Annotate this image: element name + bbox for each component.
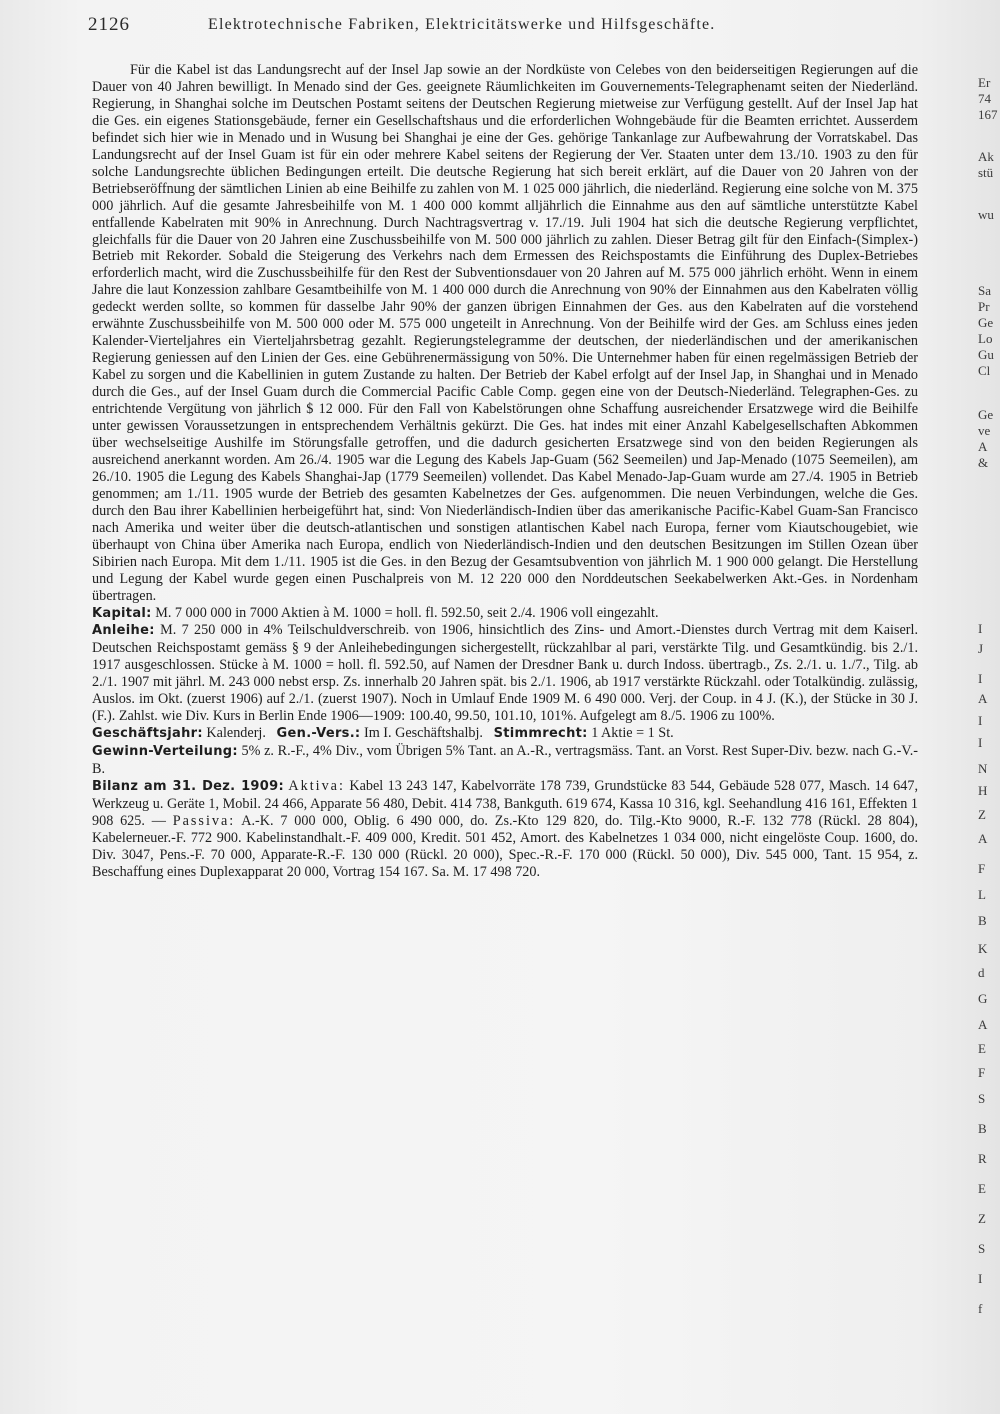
bilanz-section: Bilanz am 31. Dez. 1909: Aktiva: Kabel 13 243 147, Kabelvorräte 178 739, Grundstücke 83 544, Gebäude 528 077, Masch. 14 647, Werkzeug u. Geräte 1, Mobil. 24 466, Apparate 56 480, Debit. 414 738, Bankguth. 619 674, Kassa 10 316, kgl. Seehandlung 416 161, Effekten 1 908 625. — Passiva: A.-K. 7 000 000, Oblig. 6 490 000, do. Zs.-Kto 129 820, do. Tilg.-Kto 9000, R.-F. 132 778 (Rückl. 28 804), Kabelerneuer.-F. 772 900. Kabelinstandhalt.-F. 409 000, Kredit. 501 452, Amort. des Kabelnetzes 1 034 000, nicht eingelöste Coup. 1600, do. Div. 3047, Pens.-F. 70 000, Apparate-R.-F. 130 000 (Rückl. 20 000), Spec.-R.-F. 170 000 (Rückl. 50 000), Div. 545 000, Tant. 15 954, z. Beschaffung eines Duplexapparat 20 000, Vortrag 154 167. Sa. M. 17 498 720.	[92, 778, 919, 880]
gewinn-text: 5% z. R.-F., 4% Div., vom Übrigen 5% Tant. an A.-R., vertragsmäss. Tant. an Vorst. Rest Super-Div. bezw. nach G.-V.-B.	[92, 743, 919, 778]
margin-fragment: I	[978, 671, 983, 686]
margin-fragment: A	[978, 691, 988, 706]
margin-fragment: Gu	[978, 347, 994, 362]
gewinn-section	[92, 743, 918, 778]
margin-fragment: L	[978, 887, 986, 902]
text-column	[92, 62, 918, 881]
margin-fragment: S	[978, 1091, 986, 1106]
kapital-section	[92, 605, 918, 623]
margin-fragment: Ge	[978, 315, 994, 330]
margin-fragment: Ak	[978, 149, 994, 164]
kapital-label: Kapital:	[92, 605, 152, 621]
margin-fragment: F	[978, 1065, 986, 1080]
page-header	[88, 14, 928, 42]
margin-fragment: J	[978, 641, 984, 656]
anleihe-text: M. 7 250 000 in 4% Teilschuldverschreib. von 1906, hinsichtlich des Zins- und Amort.-Dienstes durch Vertrag mit dem Kaiserl. Deutschen Reichspostamt gemäss § 9 der Anleihebedingungen sichergestellt, rückzahlbar al pari, verstärkte Tilg. und Gesamtkündig. bis 2./1. 1917 ausgeschlossen. Stücke à M. 1000 = holl. fl. 592.50, auf Namen der Dresdner Bank u. durch Indoss. übertragb., Zs. 2./1. u. 1./7., Tilg. ab 2./1. 1907 mit jährl. M. 243 000 nebst ersp. Zs. innerhalb 20 Jahren spät. bis 2./1. 1906, ab 1917 verstärkte Rückzahl. oder Totalkündig. zulässig, Auslos. im Okt. (zuerst 1906) auf 2./1. (zuerst 1907). Noch in Umlauf Ende 1909 M. 6 490 000. Verj. der Coup. in 4 J. (K.), der Stücke in 30 J. (F.). Zahlst. wie Div. Kurs in Berlin Ende 1906—1909: 100.40, 99.50, 101.10, 101%. Aufgelegt am 8./5. 1906 zu 100%.	[92, 622, 918, 725]
stimmrecht-label: Stimmrecht:	[493, 726, 588, 742]
genvers-label: Gen.-Vers.:	[276, 726, 361, 742]
margin-fragment: Lo	[978, 331, 993, 346]
margin-fragment: Pr	[978, 299, 990, 314]
margin-fragment: G	[978, 991, 988, 1006]
margin-fragment: E	[978, 1181, 986, 1196]
passiva-label: Passiva:	[172, 812, 236, 829]
margin-fragment: ve	[978, 423, 991, 438]
genvers-text: Im I. Geschäftshalbj.	[363, 725, 483, 742]
adjacent-page-margin	[976, 60, 1000, 1414]
margin-fragment: Er	[978, 75, 991, 90]
margin-fragment: Ge	[978, 407, 994, 422]
margin-fragment: wu	[978, 207, 994, 222]
margin-fragment: R	[978, 1151, 987, 1166]
margin-fragment: H	[978, 783, 988, 798]
margin-fragment: 74	[978, 91, 991, 106]
kapital-text: M. 7 000 000 in 7000 Aktien à M. 1000 = holl. fl. 592.50, seit 2./4. 1906 voll eingezahlt.	[155, 604, 659, 621]
running-title: Elektrotechnische Fabriken, Elektricitätswerke und Hilfsgeschäfte.	[208, 16, 716, 33]
margin-fragment: F	[978, 861, 986, 876]
margin-fragment: A	[978, 1017, 988, 1032]
margin-fragment: stü	[978, 165, 994, 180]
margin-fragment: f	[978, 1301, 983, 1316]
margin-fragment: S	[978, 1241, 986, 1256]
anleihe-section	[92, 622, 918, 725]
margin-fragment: d	[978, 965, 985, 980]
geschaeftsjahr-text: Kalenderj.	[206, 725, 266, 742]
margin-fragment: I	[978, 1271, 983, 1286]
margin-fragment: B	[978, 1121, 987, 1136]
margin-fragment: I	[978, 621, 983, 636]
geschaeftsjahr-label: Geschäftsjahr:	[92, 726, 203, 742]
margin-fragment: &	[978, 455, 989, 470]
stimmrecht-text: 1 Aktie = 1 St.	[591, 725, 674, 742]
anleihe-label: Anleihe:	[92, 623, 155, 639]
margin-fragment: Z	[978, 807, 986, 822]
margin-fragment: 167	[978, 107, 998, 122]
margin-fragment: Z	[978, 1211, 986, 1226]
margin-fragment: E	[978, 1041, 986, 1056]
intro-paragraph: Für die Kabel ist das Landungsrecht auf der Insel Jap sowie an der Nordküste von Celebes von den beiderseitigen Regierungen auf die Dauer von 40 Jahren bewilligt. In Menado sind der Ges. geeignete Räumlichkeiten im Gouvernements-Telegraphenamt seiten der Niederländ. Regierung, in Shanghai solche im Deutschen Postamt seitens der Deutschen Regierung mietweise zur Verfügung gestellt. Auf der Insel Jap hat die Ges. ein eigenes Stationsgebäude, ferner ein Gesellschaftshaus und die erforderlichen Wohngebäude für die Beamten errichtet. Ausserdem befindet sich hier wie in Menado und in Wusung bei Shanghai je eine der Ges. gehörige Tankanlage zur Aufbewahrung der Vorratskabel. Das Landungsrecht auf der Insel Guam ist für ein oder mehrere Kabel seitens der Regierung der Ver. Staaten unter dem 13./10. 1903 zu den für solche Landungsrechte üblichen Bedingungen erteilt. Die deutsche Regierung hat sich bereit erklärt, auf die Dauer von 20 Jahren von der Betriebseröffnung der sämtlichen Linien ab eine Beihilfe zu zahlen von M. 1 025 000 jährlich, die niederländ. Regierung eine solche von M. 375 000 jährlich. Auf die gesamte Jahresbeihilfe von M. 1 400 000 kommt alljährlich die Einnahme aus den auf sämtliche unterstützte Kabel entfallende Kabelraten mit 90% in Anrechnung. Durch Nachtragsvertrag v. 17./19. Juli 1904 hat sich die deutsche Regierung verpflichtet, gleichfalls für die Dauer von 20 Jahren eine Zuschussbeihilfe von M. 500 000 jährlich zu zahlen. Dieser Betrag gilt für den Einfach-(Simplex-) Betrieb mit Rekorder. Sobald die Steigerung des Verkehrs nach dem Ermessen des Reichspostamts die Einführung des Duplex-Betriebes erforderlich macht, wird die Zuschussbeihilfe für den Rest der Subventionsdauer von 20 Jahren auf M. 575 000 jährlich erhöht. Wenn in einem Jahre die laut Konzession zahlbare Gesamtbeihilfe von M. 1 400 000 durch die Anrechnung von 90% der Einnahmen aus den Kabelraten völlig gedeckt werden sollte, so kommen für dasselbe Jahr 90% der ganzen übrigen Einnahmen der Ges. aus den Kabelraten auf die vorstehend erwähnte Zuschussbeihilfe von M. 500 000 oder M. 575 000 ungeteilt in Anrechnung. Von der Beihilfe wird der Ges. am Schluss eines jeden Kalender-Vierteljahres ein Vierteljahrsbetrag gezahlt. Regierungstelegramme der deutschen, der niederländischen und der amerikanischen Regierung geniessen auf den Linien der Ges. eine Gebührenermässigung von 50%. Die Unternehmer haben für einen regelmässigen Betrieb der Kabel zu sorgen und die Kabellinien in gutem Zustande zu halten. Der Betrieb der Kabel erfolgt auf der Insel Jap, in Shanghai und in Menado durch die Ges., auf der Insel Guam durch die Commercial Pacific Cable Comp. gegen eine von der Deutsch-Niederländ. Telegraphen-Ges. zu entrichtende Vergütung von jährlich $ 12 000. Für den Fall von Kabelstörungen ohne Schaffung ausreichender Ersatzwege wird die Beihilfe unter gewissen Voraussetzungen in entsprechendem Verhältnis gekürzt. Die Ges. hat indes mit einer Anzahl Kabelgesellschaften Abkommen über wechselseitige Aushilfe im Störungsfalle getroffen, und die dadurch gesicherten Ersatzwege sind von den beiden Regierungen als ausreichend anerkannt worden. Am 26./4. 1905 war die Legung des Kabels Jap-Guam (562 Seemeilen) und Jap-Menado (1075 Seemeilen), am 26./10. 1905 die Legung des Kabels Shanghai-Jap (1779 Seemeilen) vollendet. Das Kabel Menado-Jap-Guam wurde am 27./4. 1905 in Betrieb genommen; am 1./11. 1905 wurde der Betrieb des gesamten Kabelnetzes der Ges. aufgenommen. Die neuen Verbindungen, welche die Ges. durch den Bau ihrer Kabellinien herbeigeführt hat, sind: Von Niederländisch-Indien über das amerikanische Pacific-Kabel Guam-San Francisco nach Amerika und weiter über die deutsch-atlantischen und sonstigen atlantischen Kabel nach Europa, ferner vom Kiautschougebiet, wie überhaupt von China über Amerika nach Europa, endlich von Niederländisch-Indien und den deutschen Besitzungen im Stillen Ozean über Sibirien nach Europa. Mit dem 1./11. 1905 ist die Ges. in den Bezug der Gesamtsubvention von jährlich M. 1 900 000 gelangt. Die Herstellung und Legung der Kabel wurde gegen einen Puschalpreis von M. 12 220 000 den Norddeutschen Seekabelwerken Akt.-Ges. in Nordenham übertragen.	[92, 62, 918, 604]
bilanz-label: Bilanz am 31. Dez. 1909:	[92, 779, 284, 795]
geschaeftsjahr-section	[92, 725, 918, 743]
passiva-text: A.-K. 7 000 000, Oblig. 6 490 000, do. Zs.-Kto 129 820, do. Tilg.-Kto 9000, R.-F. 132 778 (Rückl. 28 804), Kabelerneuer.-F. 772 900. Kabelinstandhalt.-F. 409 000, Kredit. 501 452, Amort. des Kabelnetzes 1 034 000, nicht eingelöste Coup. 1600, do. Div. 3047, Pens.-F. 70 000, Apparate-R.-F. 130 000 (Rückl. 20 000), Spec.-R.-F. 170 000 (Rückl. 50 000), Div. 545 000, Tant. 15 954, z. Beschaffung eines Duplexapparat 20 000, Vortrag 154 167. Sa. M. 17 498 720.	[92, 812, 919, 880]
margin-fragment: I	[978, 713, 983, 728]
aktiva-label: Aktiva:	[288, 778, 345, 795]
margin-fragment: Sa	[978, 283, 991, 298]
margin-fragment: A	[978, 831, 988, 846]
page-number: 2126	[88, 14, 130, 35]
margin-fragment: B	[978, 913, 987, 928]
margin-fragment: K	[978, 941, 988, 956]
margin-fragment: I	[978, 735, 983, 750]
margin-fragment: A	[978, 439, 988, 454]
aktiva-text: Kabel 13 243 147, Kabelvorräte 178 739, Grundstücke 83 544, Gebäude 528 077, Masch. 14 647, Werkzeug u. Geräte 1, Mobil. 24 466, Apparate 56 480, Debit. 414 738, Bankguth. 619 674, Kassa 10 316, kgl. Seehandlung 416 161, Effekten 1 908 625.	[92, 778, 919, 829]
margin-fragment: N	[978, 761, 988, 776]
margin-fragment: Cl	[978, 363, 991, 378]
gewinn-label: Gewinn-Verteilung:	[92, 744, 238, 760]
